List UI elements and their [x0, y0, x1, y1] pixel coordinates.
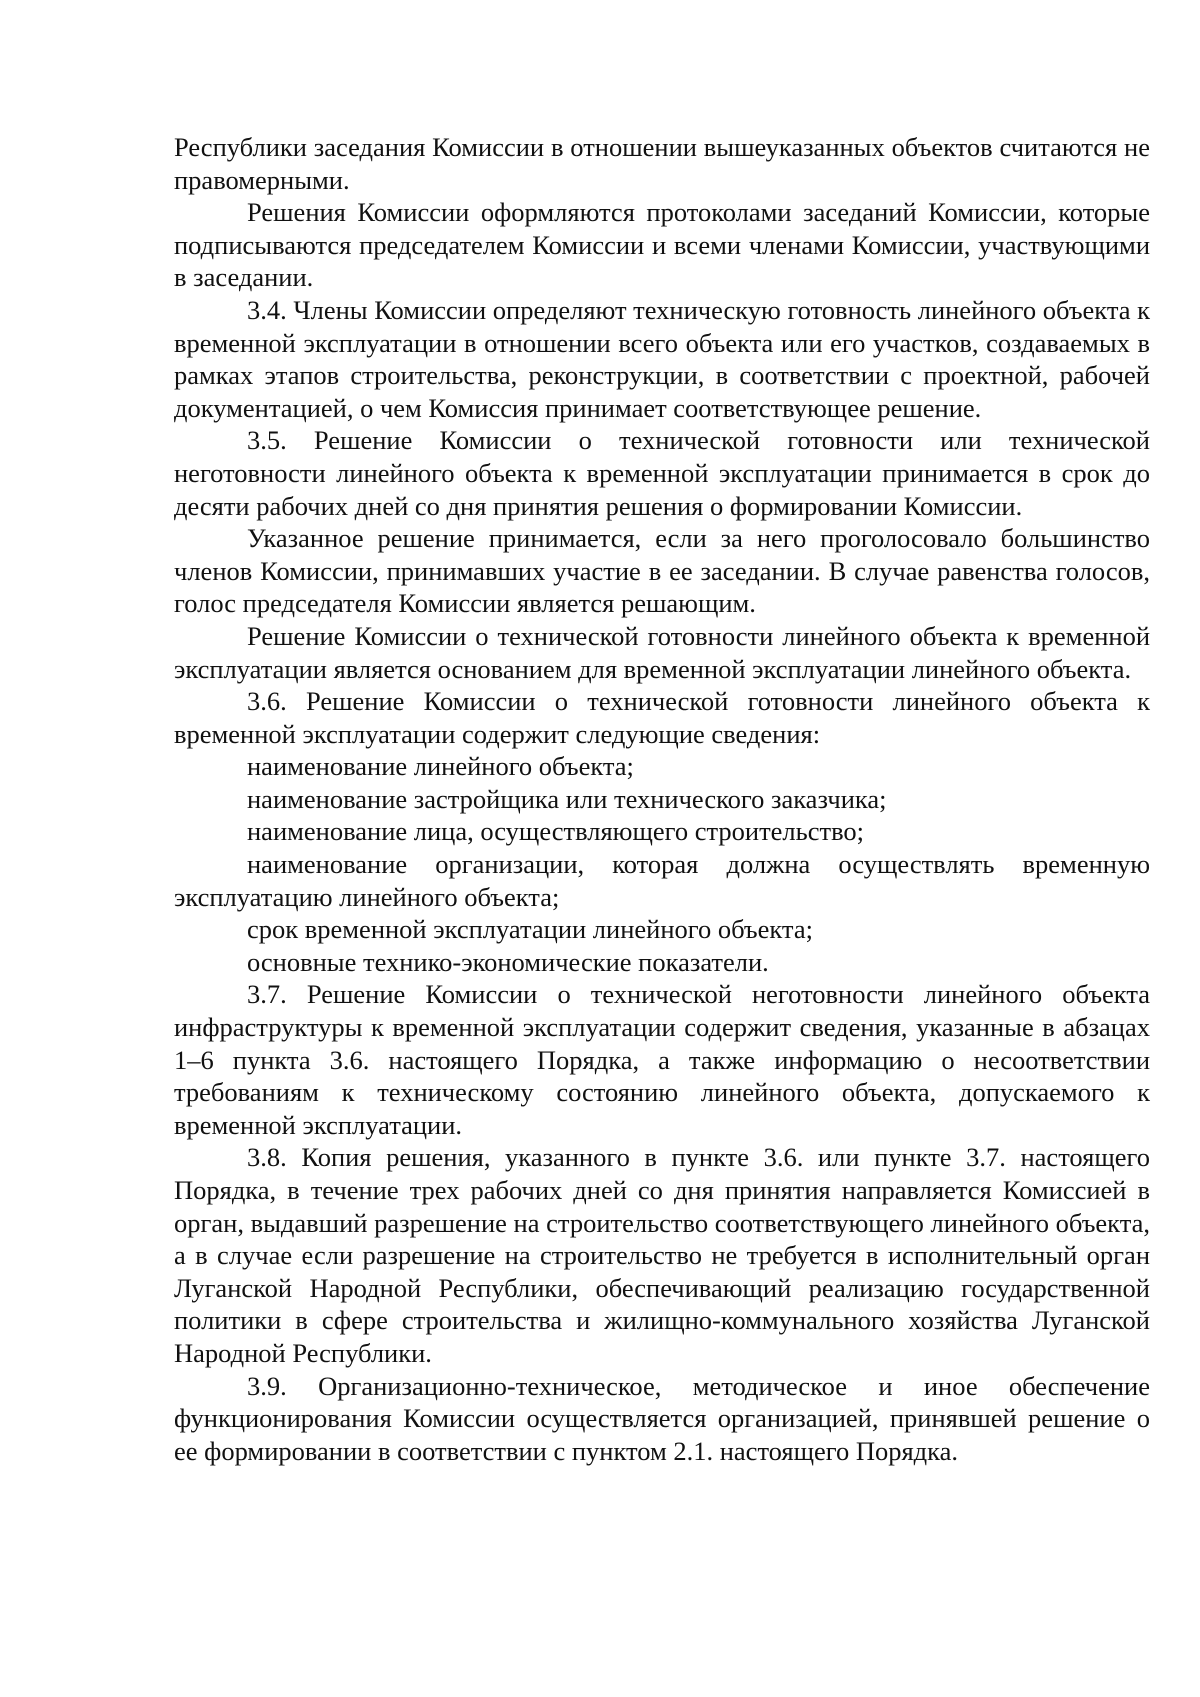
- paragraph-basis: Решение Комиссии о технической готовности линейного объекта к временной эксплуатации является основанием для временной эксплуатации линейного объекта.: [174, 620, 1150, 684]
- list-item-operator-name: наименование организации, которая должна осуществлять временную эксплуатацию линейного объекта;: [174, 849, 1150, 912]
- paragraph-3-7: 3.7. Решение Комиссии о технической неготовности линейного объекта инфраструктуры к временной эксплуатации содержит сведения, указанные в абзацах 1–6 пункта 3.6. настоящего Порядка, а также информацию о несоответствии требованиям к техническому состоянию линейного объекта, допускаемого к временной эксплуатации.: [174, 979, 1150, 1140]
- paragraph-decisions-protocols: Решения Комиссии оформляются протоколами заседаний Комиссии, которые подписываются председателем Комиссии и всеми членами Комиссии, участвующими в заседании.: [174, 197, 1150, 293]
- list-item-indicators: основные технико-экономические показатели.: [247, 946, 769, 977]
- paragraph-continuation: Республики заседания Комиссии в отношении вышеуказанных объектов считаются не правомерными.: [174, 132, 1150, 195]
- list-item-developer-name: наименование застройщика или технического заказчика;: [247, 783, 887, 814]
- paragraph-3-5: 3.5. Решение Комиссии о технической готовности или технической неготовности линейного объекта к временной эксплуатации принимается в срок до десяти рабочих дней со дня принятия решения о формировании Комиссии.: [174, 425, 1150, 521]
- paragraph-voting: Указанное решение принимается, если за него проголосовало большинство членов Комиссии, принимавших участие в ее заседании. В случае равенства голосов, голос председателя Комиссии является решающим.: [174, 523, 1150, 619]
- paragraph-3-9: 3.9. Организационно-техническое, методическое и иное обеспечение функционирования Комиссии осуществляется организацией, принявшей решение о ее формировании в соответствии с пунктом 2.1. настоящего Порядка.: [174, 1370, 1150, 1466]
- paragraph-3-6: 3.6. Решение Комиссии о технической готовности линейного объекта к временной эксплуатации содержит следующие сведения:: [174, 686, 1150, 749]
- document-page: [174, 131, 1150, 1467]
- paragraph-3-4: 3.4. Члены Комиссии определяют техническую готовность линейного объекта к временной эксплуатации в отношении всего объекта или его участков, создаваемых в рамках этапов строительства, реконструкции, в соответствии с проектной, рабочей документацией, о чем Комиссия принимает соответствующее решение.: [174, 294, 1150, 423]
- list-item-builder-name: наименование лица, осуществляющего строительство;: [247, 816, 865, 847]
- list-item-object-name: наименование линейного объекта;: [247, 751, 634, 782]
- list-item-operation-term: срок временной эксплуатации линейного объекта;: [247, 914, 813, 945]
- paragraph-3-8: 3.8. Копия решения, указанного в пункте 3.6. или пункте 3.7. настоящего Порядка, в течение трех рабочих дней со дня принятия направляется Комиссией в орган, выдавший разрешение на строительство соответствующего линейного объекта, а в случае если разрешение на строительство не требуется в исполнительный орган Луганской Народной Республики, обеспечивающий реализацию государственной политики в сфере строительства и жилищно-коммунального хозяйства Луганской Народной Республики.: [174, 1142, 1150, 1368]
